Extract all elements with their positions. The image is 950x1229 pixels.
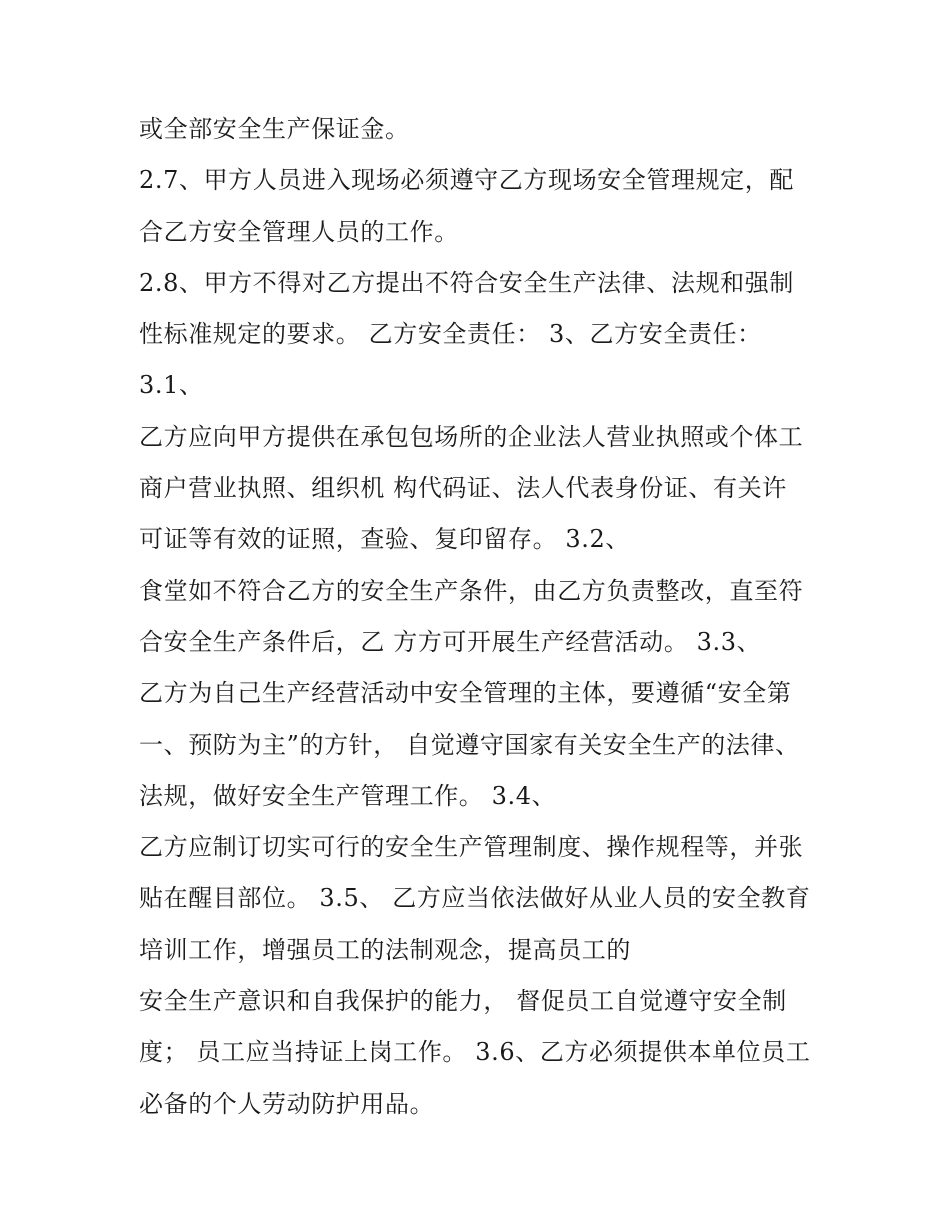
text-line: 必备的个人劳动防护用品。 — [139, 1089, 435, 1118]
text-line: 或全部安全生产保证金。 — [139, 115, 410, 143]
text-line: 乙方应向甲方提供在承包包场所的企业法人营业执照或个体工 — [139, 422, 804, 451]
text-line: 性标准规定的要求。 乙方安全责任： 3、乙方安全责任： — [139, 320, 762, 349]
text-line: 2.8、甲方不得对乙方提出不符合安全生产法律、法规和强制 — [139, 268, 794, 297]
text-line: 乙方应制订切实可行的安全生产管理制度、操作规程等，并张 — [139, 833, 804, 862]
text-line: 一、预防为主”的方针， 自觉遵守国家有关安全生产的法律、 — [139, 730, 800, 759]
text-line: 度； 员工应当持证上岗工作。 3.6、乙方必须提供本单位员工 — [139, 1038, 811, 1067]
text-line: 法规，做好安全生产管理工作。 3.4、 — [139, 781, 557, 810]
text-line: 贴在醒目部位。 3.5、 乙方应当依法做好从业人员的安全教育 — [139, 884, 811, 913]
text-line: 安全生产意识和自我保护的能力， 督促员工自觉遵守安全制 — [139, 987, 787, 1016]
text-line: 合安全生产条件后，乙 方方可开展生产经营活动。 3.3、 — [139, 627, 762, 656]
text-line: 食堂如不符合乙方的安全生产条件，由乙方负责整改，直至符 — [139, 576, 804, 605]
text-line: 培训工作，增强员工的法制观念，提高员工的 — [139, 935, 631, 964]
text-line: 可证等有效的证照，查验、复印留存。 3.2、 — [139, 525, 630, 554]
text-line: 3.1、 — [139, 371, 204, 400]
text-line: 2.7、甲方人员进入现场必须遵守乙方现场安全管理规定，配 — [139, 166, 794, 195]
text-line: 乙方为自己生产经营活动中安全管理的主体，要遵循“安全第 — [139, 679, 792, 708]
text-line: 商户营业执照、组织机 构代码证、法人代表身份证、有关许 — [139, 474, 787, 503]
text-line: 合乙方安全管理人员的工作。 — [139, 217, 459, 246]
body-text — [139, 104, 819, 1130]
